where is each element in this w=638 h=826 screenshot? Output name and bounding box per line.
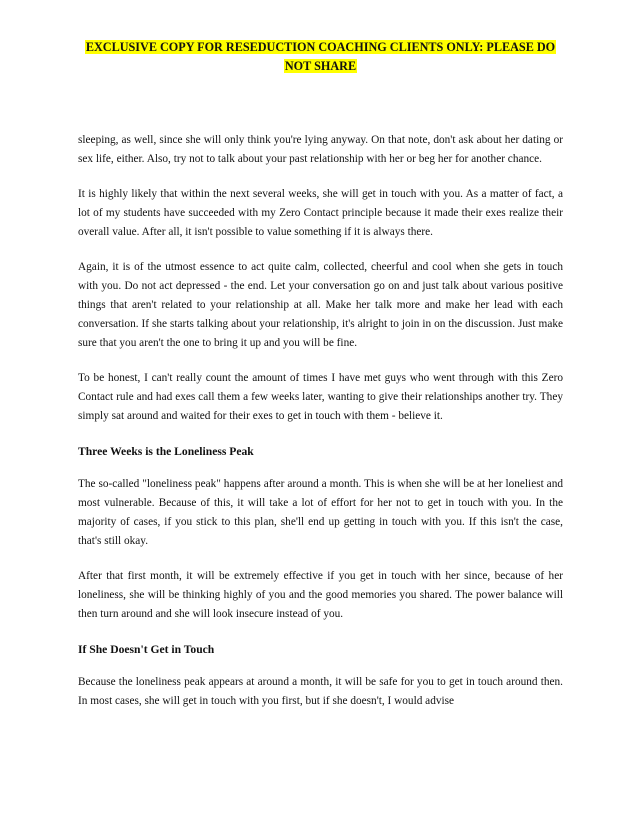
paragraph-1: sleeping, as well, since she will only think you're lying anyway. On that note, don't ask about her dating or sex life, either. Also, try not to talk about your past relationship with her or beg her for another chance. <box>78 134 563 165</box>
paragraph-6: After that first month, it will be extremely effective if you get in touch with her since, because of her loneliness, she will be thinking highly of you and the good memories you shared. The power balance will then turn around and she will look insecure instead of you. <box>78 570 563 620</box>
banner-line-1: EXCLUSIVE COPY FOR RESEDUCTION COACHING CLIENTS ONLY: PLEASE DO <box>85 40 556 54</box>
paragraph-7: Because the loneliness peak appears at around a month, it will be safe for you to get in touch around then. In most cases, she will get in touch with you first, but if she doesn't, I would advise <box>78 676 563 707</box>
paragraph-5: The so-called "loneliness peak" happens after around a month. This is when she will be at her loneliest and most vulnerable. Because of this, it will take a lot of effort for her not to get in touch with you. In the majority of cases, if you stick to this plan, she'll end up getting in touch with you. If this isn't the case, that's still okay. <box>78 478 563 547</box>
section-heading-loneliness-peak: Three Weeks is the Loneliness Peak <box>78 445 254 458</box>
paragraph-4: To be honest, I can't really count the amount of times I have met guys who went through with this Zero Contact rule and had exes call them a few weeks later, wanting to give their relationships another try. They simply sat around and waited for their exes to get in touch with them - believe it. <box>78 372 563 422</box>
paragraph-3: Again, it is of the utmost essence to act quite calm, collected, cheerful and cool when she gets in touch with you. Do not act depressed - the end. Let your conversation go on and just talk about various positive things that aren't related to your relationship at all. Make her talk more and make her lead with each conversation. If she starts talking about your relationship, it's alright to join in on the discussion. Just make sure that you aren't the one to bring it up and you will be fine. <box>78 261 563 349</box>
exclusive-copy-banner <box>78 38 563 76</box>
paragraph-2: It is highly likely that within the next several weeks, she will get in touch with you. As a matter of fact, a lot of my students have succeeded with my Zero Contact principle because it made their exes realize their overall value. After all, it isn't possible to value something if it is always there. <box>78 188 563 238</box>
banner-line-2: NOT SHARE <box>284 59 357 73</box>
section-heading-doesnt-get-in-touch: If She Doesn't Get in Touch <box>78 643 215 656</box>
